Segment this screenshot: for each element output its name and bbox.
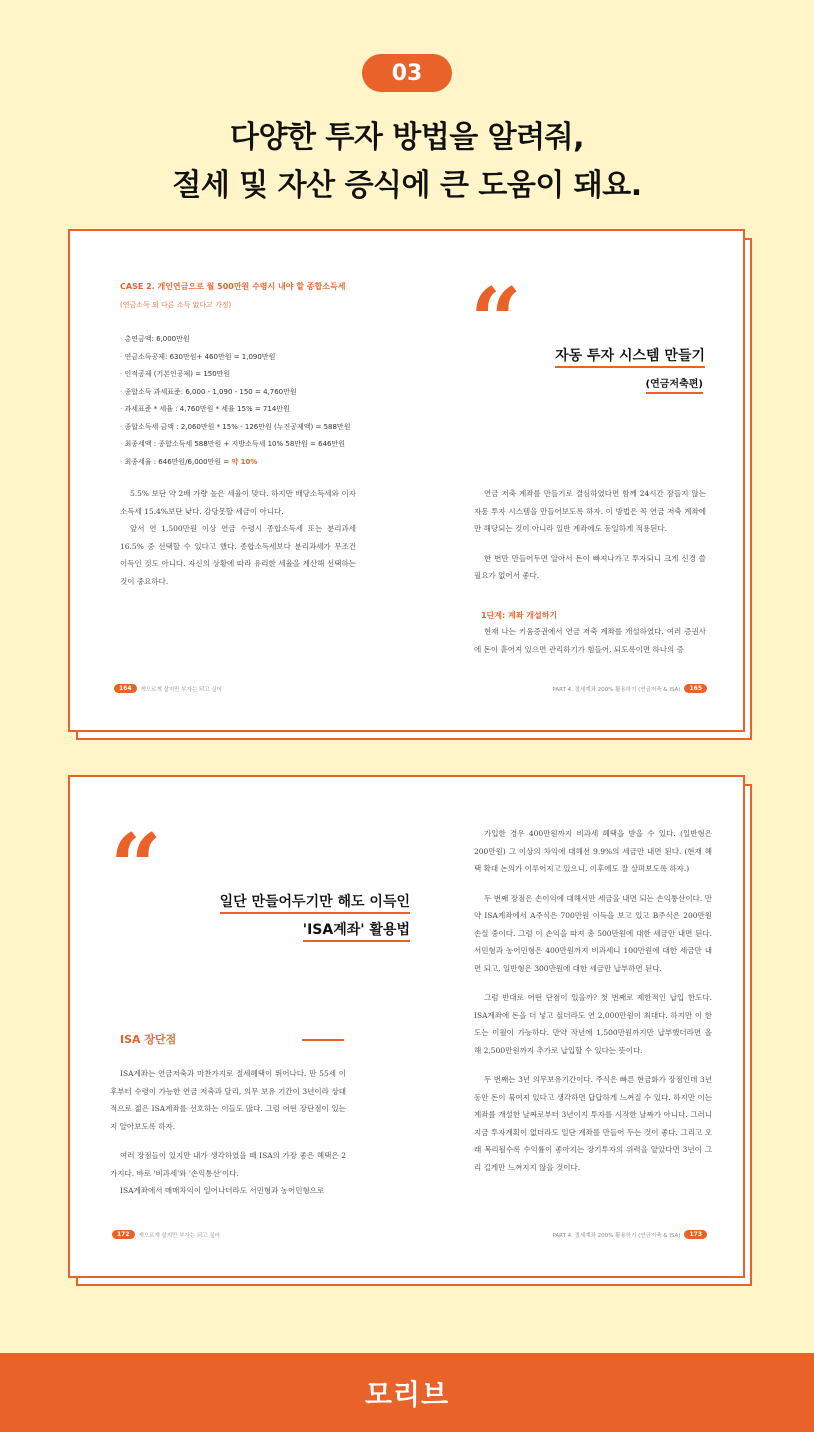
- book-spread-2: [68, 775, 745, 1278]
- headline-line-2: 절세 및 자산 증식에 큰 도움이 돼요.: [172, 168, 642, 203]
- spread-2-right-page: [408, 777, 745, 1276]
- running-title: PART 4. 절세계좌 200% 활용하기 (연금저축 & ISA): [552, 686, 681, 693]
- list-item: · 종합소득세 금액 : 2,060만원 * 15% - 126만원 (누진공제액) = 588만원: [120, 419, 350, 437]
- page-footer-left: [114, 684, 222, 693]
- spread-1-right-page: [408, 231, 745, 730]
- page-footer-right: [552, 684, 707, 693]
- section-title: 자동 투자 시스템 만들기: [555, 345, 705, 365]
- list-item: · 종합소득 과세표준: 6,000 - 1,090 - 150 = 4,760만원: [120, 384, 350, 402]
- spread-1-left-page: [70, 231, 408, 730]
- running-title: PART 4. 절세계좌 200% 활용하기 (연금저축 & ISA): [552, 1232, 681, 1239]
- chapter-badge: 03: [362, 54, 452, 92]
- list-item-final-rate: · 최종세율 : 646만원/6,000만원 = 약 10%: [120, 454, 350, 472]
- section-title: 일단 만들어두기만 해도 이득인: [220, 891, 410, 911]
- book-spread-1: [68, 229, 745, 732]
- list-item: · 총연금액: 6,000만원: [120, 331, 350, 349]
- quote-mark-icon: “: [470, 268, 522, 374]
- running-title: 게으르게 살지만 부자는 되고 싶어: [138, 1232, 220, 1239]
- body-text: 현재 나는 키움증권에서 연금 저축 계좌를 개설하였다. 여러 증권사에 돈이 흩어져 있으면 관리하기가 힘들어, 되도록이면 하나의 증: [474, 627, 706, 654]
- page-number: 165: [684, 684, 707, 693]
- section-divider: [302, 1039, 344, 1041]
- spread-2-left-page: [70, 777, 408, 1276]
- body-text: ISA계좌는 연금저축과 마찬가지로 절세혜택이 뛰어나다. 만 55세 이후부터 수령이 가능한 연금 저축과 달리, 의무 보유 기간이 3년이라 상대적으로 젊은 ISA계좌를 선호하는 이들도 많다. 그럼 어떤 장단점이 있는지 알아보도록 하자. 여러 장점들이 있지만 내가 생각하였을 때 ISA의 가장 좋은 혜택은 2가지다. 바로 '비과세'와 '손익통산'이다. ISA계좌에서 매매차익이 일어나더라도 서민형과 농어민형으로: [110, 1069, 346, 1195]
- page-footer-left: [112, 1230, 220, 1239]
- page-footer-right: [552, 1230, 707, 1239]
- quote-mark-icon: “: [110, 814, 162, 920]
- brand-logo: 모리브: [364, 1377, 450, 1411]
- page-number: 164: [114, 684, 137, 693]
- list-item: · 최종세액 : 종합소득세 588만원 + 지방소득세 10% 58만원 = 646만원: [120, 436, 350, 454]
- case-subtitle: (연금소득 외 다른 소득 없다고 가정): [120, 301, 232, 309]
- case-title: CASE 2. 개인연금으로 월 500만원 수령시 내야 할 종합소득세: [120, 282, 346, 291]
- body-text: 연금 저축 계좌를 만들기로 결심하였다면 함께 24시간 잠들지 않는 자동 투자 시스템을 만들어보도록 하자. 이 방법은 꼭 연금 저축 계좌에만 해당되는 것이 아니라 일반 계좌에도 동일하게 적용된다. 한 번만 만들어두면 알아서 돈이 빠져나가고 투자되니 크게 신경 쓸 필요가 없어서 좋다.: [474, 489, 706, 580]
- list-item: · 인적공제 (기본인공제) = 150만원: [120, 366, 350, 384]
- headline-line-1: 다양한 투자 방법을 알려줘,: [229, 120, 584, 155]
- tax-calculation-list: [120, 331, 350, 471]
- list-item: · 과세표준 * 세율 : 4,760만원 * 세율 15% = 714만원: [120, 401, 350, 419]
- running-title: 게으르게 살지만 부자는 되고 싶어: [140, 686, 222, 693]
- brand-footer-bar: [0, 1353, 814, 1432]
- isa-section-heading: ISA 장단점: [120, 1033, 177, 1046]
- section-subtitle: 'ISA계좌' 활용법: [303, 919, 410, 939]
- page-number: 172: [112, 1230, 135, 1239]
- body-text: 5.5% 보단 약 2배 가량 높은 세율이 맞다. 하지만 배당소득세와 이자소득세 15.4%보단 낮다. 감당못할 세금이 아니다. 앞서 연 1,500만원 이상 연금 수령시 종합소득세 또는 분리과세 16.5% 중 선택할 수 있다고 했다. 종합소득세보다 분리과세가 무조건 이득인 것도 아니다. 자신의 상황에 따라 유리한 세율을 계산해 선택하는 것이 중요하다.: [120, 489, 356, 586]
- step-heading: 1단계: 계좌 개설하기: [481, 611, 558, 620]
- section-subtitle: (연금저축편): [646, 375, 703, 390]
- page-number: 173: [684, 1230, 707, 1239]
- list-item: · 연금소득공제: 630만원+ 460만원 = 1,090만원: [120, 349, 350, 367]
- body-text: 가입한 경우 400만원까지 비과세 혜택을 받을 수 있다. (일반형은 200만원) 그 이상의 차익에 대해선 9.9%의 세금만 내면 된다. (현재 혜택 확대 논의가 이루어지고 있으니, 이후에도 잘 살펴보도록 하자.) 두 번째 장점은 손이익에 대해서만 세금을 내면 되는 손익통산이다. 만약 ISA계좌에서 A주식은 700만원 이득을 보고 있고 B주식은 200만원 손실 중이다. 그럼 이 손익을 따져 총 500만원에 대한 세금만 내면 된다. 서민형과 농어민형은 400만원까지 비과세니 100만원에 대한 세금만 내면 되고, 일반형은 300만원에 대한 세금만 납부하면 된다. 그럼 반대로 어떤 단점이 있을까? 첫 번째로 제한적인 납입 한도다. ISA계좌에 돈을 더 넣고 싶더라도 연 2,000만원이 최대다. 하지만 이 한도는 이월이 가능하다. 만약 작년에 1,500만원까지만 납부했더라면 올 해 2,500만원까지 추가로 납입할 수 있다는 뜻이다. 두 번째는 3년 의무보유기간이다. 주식은 빠른 현금화가 장점인데 3년 동안 돈이 묶여져 있다고 생각하면 답답하게 느껴질 수 있다. 하지만 이는 계좌를 개설한 날짜로부터 3년이지 투자를 시작한 날짜가 아니다. 그러니 지금 투자계획이 없더라도 일단 계좌를 만들어 두는 것이 좋다. 그리고 오래 복리될수록 수익률이 좋아지는 장기투자의 위력을 알았다면 3년이 그리 길게만 느껴지지 않을 것이다.: [474, 829, 712, 1172]
